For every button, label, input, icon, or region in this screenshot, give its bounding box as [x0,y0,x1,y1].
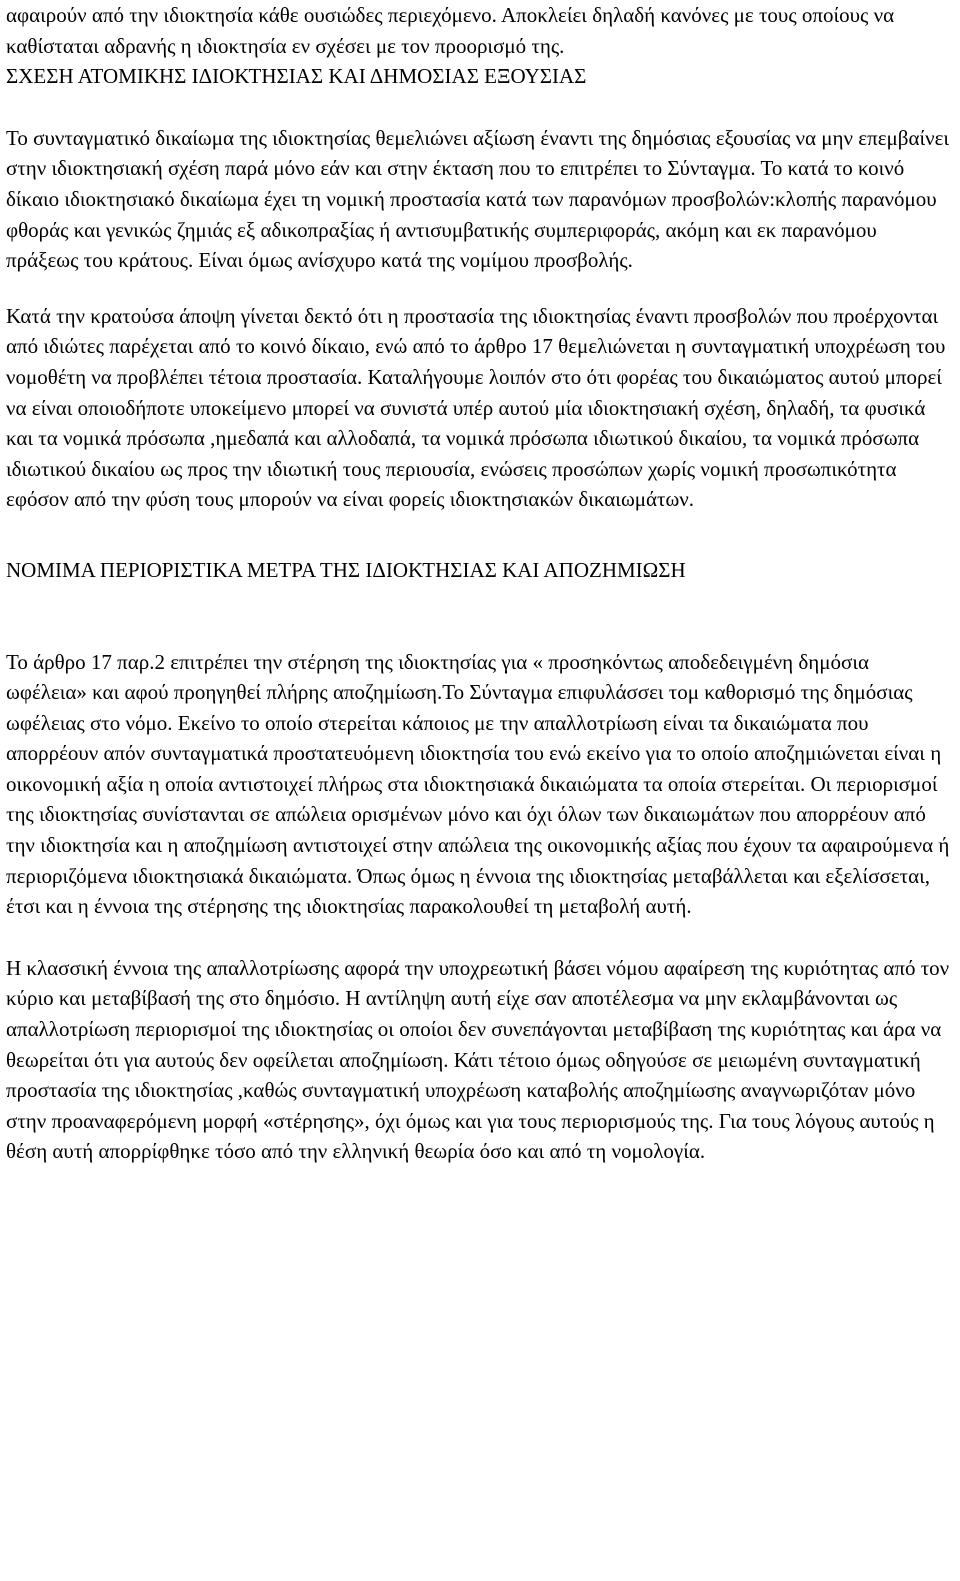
spacer [6,92,950,123]
spacer [6,586,950,647]
spacer [6,922,950,953]
spacer [6,276,950,301]
paragraph-classic-expropriation: Η κλασσική έννοια της απαλλοτρίωσης αφορά την υποχρεωτική βάσει νόμου αφαίρεση της κυριότητας από τον κύριο και μεταβίβασή της στο δημόσιο. Η αντίληψη αυτή είχε σαν αποτέλεσμα να μην εκλαμβάνονται ως απαλλοτρίωση περιορισμοί της ιδιοκτησίας οι οποίοι δεν συνεπάγονται μεταβίβαση της κυριότητας και άρα να θεωρείται ότι για αυτούς δεν οφείλεται αποζημίωση. Κάτι τέτοιο όμως οδηγούσε σε μειωμένη συνταγματική προστασία της ιδιοκτησίας ,καθώς συνταγματική υποχρέωση καταβολής αποζημίωσης αναγνωριζόταν μόνο στην προαναφερόμενη μορφή «στέρησης», όχι όμως και για τους περιορισμούς της. Για τους λόγους αυτούς η θέση αυτή απορρίφθηκε τόσο από την ελληνική θεωρία όσο και από τη νομολογία. [6,955,950,1164]
document-page [6,0,950,1167]
spacer [6,515,950,555]
continuation-paragraph: αφαιρούν από την ιδιοκτησία κάθε ουσιώδες περιεχόμενο. Αποκλείει δηλαδή κανόνες με τους οποίους να καθίσταται αδρανής η ιδιοκτησία εν σχέσει με τον προορισμό της. [6,3,895,58]
section-heading-restrictive-measures: ΝΟΜΙΜΑ ΠΕΡΙΟΡΙΣΤΙΚΑ ΜΕΤΡΑ ΤΗΣ ΙΔΙΟΚΤΗΣΙΑΣ ΚΑΙ ΑΠΟΖΗΜΙΩΣΗ [6,557,686,582]
section-heading-property-and-public-power: ΣΧΕΣΗ ΑΤΟΜΙΚΗΣ ΙΔΙΟΚΤΗΣΙΑΣ ΚΑΙ ΔΗΜΟΣΙΑΣ ΕΞΟΥΣΙΑΣ [6,64,587,89]
paragraph-constitutional-right: Το συνταγματικό δικαίωμα της ιδιοκτησίας θεμελιώνει αξίωση έναντι της δημόσιας εξουσίας να μην επεμβαίνει στην ιδιοκτησιακή σχέση παρά μόνο εάν και στην έκταση που το επιτρέπει το Σύνταγμα. Το κατά το κοινό δίκαιο ιδιοκτησιακό δικαίωμα έχει τη νομική προστασία κατά των παρανόμων προσβολών:κλοπής παρανόμου φθοράς και γενικώς ζημιάς εξ αδικοπραξίας ή αντισυμβατικής συμπεριφοράς, ακόμη και εκ παρανόμου πράξεως του κράτους. Είναι όμως ανίσχυρο κατά της νομίμου προσβολής. [6,125,950,273]
paragraph-prevailing-view: Κατά την κρατούσα άποψη γίνεται δεκτό ότι η προστασία της ιδιοκτησίας έναντι προσβολών που προέρχονται από ιδιώτες παρέχεται από το κοινό δίκαιο, ενώ από το άρθρο 17 θεμελιώνεται η συνταγματική υποχρέωση του νομοθέτη να προβλέπει τέτοια προστασία. Καταλήγουμε λοιπόν στο ότι φορέας του δικαιώματος αυτού μπορεί να είναι οποιοδήποτε υποκείμενο μπορεί να συνιστά υπέρ αυτού μία ιδιοκτησιακή σχέση, δηλαδή, τα φυσικά και τα νομικά πρόσωπα ,ημεδαπά και αλλοδαπά, τα νομικά πρόσωπα ιδιωτικού δικαίου, τα νομικά πρόσωπα ιδιωτικού δικαίου ως προς την ιδιωτική τους περιουσία, ενώσεις προσώπων χωρίς νομική προσωπικότητα εφόσον από την φύση τους μπορούν να είναι φορείς ιδιοκτησιακών δικαιωμάτων. [6,303,946,512]
paragraph-article-17: Το άρθρο 17 παρ.2 επιτρέπει την στέρηση της ιδιοκτησίας για « προσηκόντως αποδεδειγμένη δημόσια ωφέλεια» και αφού προηγηθεί πλήρης αποζημίωση.Το Σύνταγμα επιφυλάσσει τομ καθορισμό της δημόσιας ωφέλειας στο νόμο. Εκείνο το οποίο στερείται κάποιος με την απαλλοτρίωση είναι τα δικαιώματα που απορρέουν απόν συνταγματικά προστατευόμενη ιδιοκτησία του ενώ εκείνο για το οποίο αποζημιώνεται είναι η οικονομική αξία η οποία αντιστοιχεί πλήρως στα ιδιοκτησιακά δικαιώματα τα οποία στερείται. Οι περιορισμοί της ιδιοκτησίας συνίστανται σε απώλεια ορισμένων μόνο και όχι όλων των δικαιωμάτων που απορρέουν από την ιδιοκτησία και η αποζημίωση αντιστοιχεί στην απώλεια της οικονομικής αξίας που έχουν τα αφαιρούμενα ή περιοριζόμενα ιδιοκτησιακά δικαιώματα. Όπως όμως η έννοια της ιδιοκτησίας μεταβάλλεται και εξελίσσεται, έτσι και η έννοια της στέρησης της ιδιοκτησίας παρακολουθεί τη μεταβολή αυτή. [6,649,950,919]
